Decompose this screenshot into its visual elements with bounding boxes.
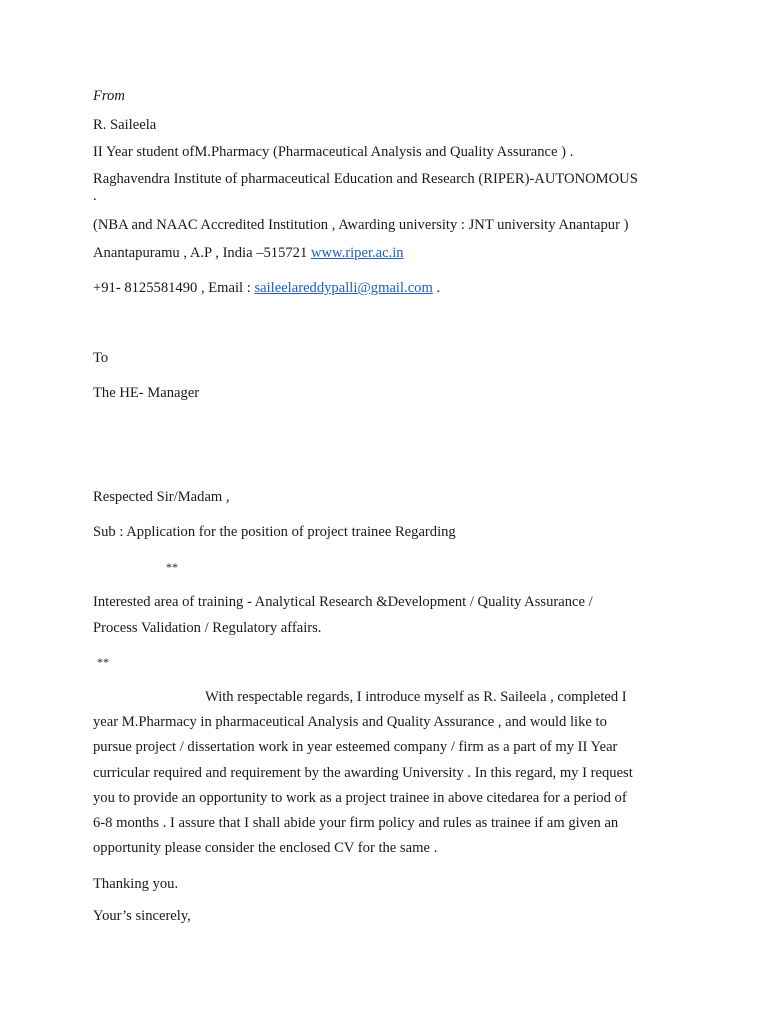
closing-thanks: Thanking you. — [93, 876, 179, 892]
interest-line-2: Process Validation / Regulatory affairs. — [93, 620, 322, 636]
paragraph-line: 6-8 months . I assure that I shall abide your firm policy and rules as trainee if am given an — [93, 815, 619, 831]
sender-contact-line — [93, 281, 440, 296]
address-text: Anantapuramu , A.P , India –515721 — [93, 245, 311, 261]
sender-student-line: II Year student ofM.Pharmacy (Pharmaceutical Analysis and Quality Assurance ) . — [93, 144, 574, 160]
sender-institute-dot: . — [93, 188, 97, 204]
paragraph-line: curricular required and requirement by the awarding University . In this regard, my I request — [93, 765, 633, 781]
recipient-title: The HE- Manager — [93, 385, 200, 401]
to-label: To — [93, 350, 109, 366]
from-label: From — [93, 88, 125, 104]
paragraph-line: With respectable regards, I introduce myself as R. Saileela , completed I — [205, 689, 627, 705]
sender-address-line — [93, 246, 404, 261]
sender-accreditation-line: (NBA and NAAC Accredited Institution , Awarding university : JNT university Anantapur ) — [93, 217, 629, 233]
paragraph-line: opportunity please consider the enclosed CV for the same . — [93, 840, 438, 856]
sender-name: R. Saileela — [93, 117, 157, 133]
paragraph-line: pursue project / dissertation work in year esteemed company / firm as a part of my II Year — [93, 739, 618, 755]
subject-line: Sub : Application for the position of project trainee Regarding — [93, 524, 456, 540]
paragraph-line: year M.Pharmacy in pharmaceutical Analysis and Quality Assurance , and would like to — [93, 714, 607, 730]
separator-stars-1: ** — [166, 560, 178, 574]
salutation: Respected Sir/Madam , — [93, 489, 230, 505]
phone-email-prefix: +91- 8125581490 , Email : — [93, 280, 255, 296]
website-link[interactable]: www.riper.ac.in — [310, 245, 404, 261]
paragraph-line: you to provide an opportunity to work as a project trainee in above citedarea for a period of — [93, 790, 627, 806]
sender-institute-line: Raghavendra Institute of pharmaceutical Education and Research (RIPER)-AUTONOMOUS — [93, 171, 638, 187]
email-link[interactable]: saileelareddypalli@gmail.com — [254, 280, 433, 296]
interest-line-1: Interested area of training - Analytical Research &Development / Quality Assurance / — [93, 594, 593, 610]
signoff: Your’s sincerely, — [93, 908, 191, 924]
separator-stars-2: ** — [97, 655, 109, 669]
phone-email-suffix: . — [432, 280, 441, 296]
